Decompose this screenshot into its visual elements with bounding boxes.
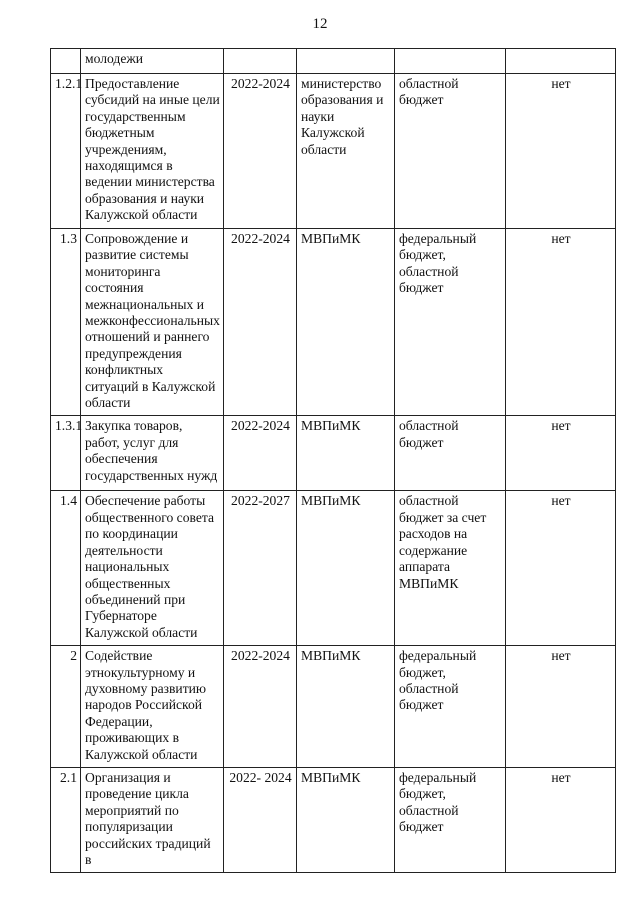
activity-name: Организация и проведение цикла мероприятий по популяризации российских традиций в	[81, 767, 224, 872]
activity-name: Предоставление субсидий на иные цели государственным бюджетным учреждениям, находящимся в ведении министерства образования и науки Калужской области	[81, 74, 224, 229]
note: нет	[506, 74, 616, 229]
row-number: 2.1	[51, 767, 81, 872]
activity-name: Обеспечение работы общественного совета по координации деятельности национальных общественных объединений при Губернаторе Калужской области	[81, 491, 224, 646]
funding-source: областной бюджет	[395, 416, 506, 491]
executor: МВПиМК	[297, 767, 395, 872]
executor: МВПиМК	[297, 646, 395, 768]
table-row	[51, 229, 616, 416]
activity-name: молодежи	[81, 49, 224, 74]
page-number: 12	[312, 16, 328, 32]
row-number: 1.4	[51, 491, 81, 646]
executor: МВПиМК	[297, 229, 395, 416]
note: нет	[506, 767, 616, 872]
note: нет	[506, 416, 616, 491]
funding-source: областной бюджет	[395, 74, 506, 229]
funding-source: областной бюджет за счет расходов на содержание аппарата МВПиМК	[395, 491, 506, 646]
table-row	[51, 416, 616, 491]
activities-table	[50, 48, 616, 873]
activity-name: Сопровождение и развитие системы мониторинга состояния межнациональных и межконфессиональных отношений и раннего предупреждения конфликтных ситуаций в Калужской области	[81, 229, 224, 416]
row-number: 1.3.1	[51, 416, 81, 491]
period: 2022-2024	[224, 74, 297, 229]
row-number	[51, 49, 81, 74]
table-row	[51, 74, 616, 229]
funding-source: федеральный бюджет, областной бюджет	[395, 767, 506, 872]
funding-source: федеральный бюджет, областной бюджет	[395, 646, 506, 768]
note: нет	[506, 491, 616, 646]
table-row	[51, 767, 616, 872]
executor	[297, 49, 395, 74]
row-number: 2	[51, 646, 81, 768]
row-number: 1.2.1	[51, 74, 81, 229]
note: нет	[506, 229, 616, 416]
activity-name: Содействие этнокультурному и духовному развитию народов Российской Федерации, проживающих в Калужской области	[81, 646, 224, 768]
executor: МВПиМК	[297, 416, 395, 491]
activity-name: Закупка товаров, работ, услуг для обеспечения государственных нужд	[81, 416, 224, 491]
funding-source	[395, 49, 506, 74]
funding-source: федеральный бюджет, областной бюджет	[395, 229, 506, 416]
period: 2022-2024	[224, 416, 297, 491]
table-row	[51, 646, 616, 768]
table-row	[51, 491, 616, 646]
period: 2022-2024	[224, 229, 297, 416]
executor: министерство образования и науки Калужской области	[297, 74, 395, 229]
note	[506, 49, 616, 74]
executor: МВПиМК	[297, 491, 395, 646]
note: нет	[506, 646, 616, 768]
row-number: 1.3	[51, 229, 81, 416]
table-row	[51, 49, 616, 74]
period: 2022-2024	[224, 646, 297, 768]
period	[224, 49, 297, 74]
period: 2022- 2024	[224, 767, 297, 872]
period: 2022-2027	[224, 491, 297, 646]
